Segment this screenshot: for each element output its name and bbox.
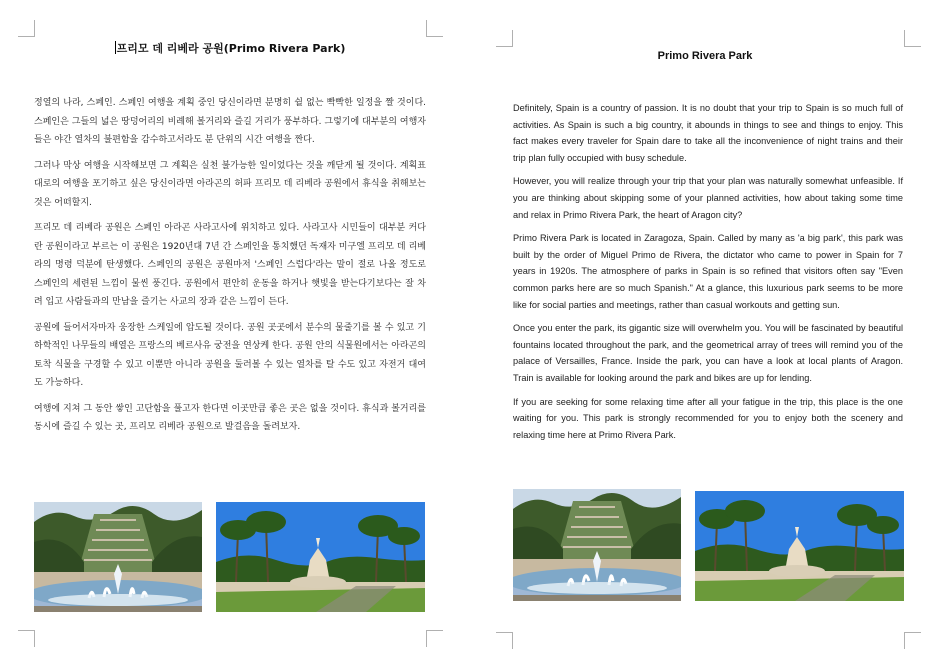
- crop-mark: [426, 20, 443, 37]
- paragraph[interactable]: 정열의 나라, 스페인. 스페인 여행을 계획 중인 당신이라면 분명히 쉴 없는 빡빡한 일정을 짤 것이다. 스페인은 그들의 넓은 땅덩어리의 비례해 볼거리와 즐길 거리가 풍부하다. 그렇기에 대부분의 여행자들은 야간 열차의 불편함을 감수하고서라도 분 단위의 시간 여행을 짠다.: [34, 98, 426, 145]
- document-body[interactable]: [513, 100, 903, 450]
- crop-mark: [18, 630, 35, 647]
- text-cursor: [115, 41, 116, 54]
- paragraph[interactable]: 프리모 데 리베라 공원은 스페인 아라곤 사라고사에 위치하고 있다. 사라고사 시민들이 대부분 커다란 공원이라고 부르는 이 공원은 1920년대 7년 간 스페인을 통치했던 독재자 미구엘 프리모 데 리베라의 명령 덕분에 탄생했다. 스페인의 공원은 공원마저 '스페인 스럽다'라는 말이 절로 나올 정도로 스페인의 세련된 느낌이 물씬 풍긴다. 공원에서 편안히 운동을 하거나 햇빛을 받는다기보다는 잘 차려 입고 사람들과의 만남을 즐기는 사교의 장과 같은 느낌이 든다.: [34, 223, 426, 307]
- fountain-gardens-photo[interactable]: [513, 489, 681, 601]
- document-body[interactable]: [34, 94, 426, 444]
- page-title[interactable]: [0, 40, 460, 56]
- crop-mark: [496, 632, 513, 649]
- paragraph[interactable]: 여행에 지쳐 그 동안 쌓인 고단함을 풀고자 한다면 이곳만큼 좋은 곳은 없을 것이다. 휴식과 볼거리를 동시에 즐길 수 있는 곳, 프리모 리베라 공원으로 발걸음을 돌려보자.: [34, 403, 426, 432]
- paragraph[interactable]: 그러나 막상 여행을 시작해보면 그 계획은 실천 불가능한 일이었다는 것을 깨닫게 될 것이다. 계획표 대로의 여행을 포기하고 싶은 당신이라면 아라곤의 허파 프리모 데 리베라 공원에서 휴식을 취해보는 것은 어떠할지.: [34, 160, 426, 208]
- paragraph[interactable]: Once you enter the park, its gigantic size will overwhelm you. You will be fascinated by beautiful fountains located throughout the park, and the geometrical array of trees will remind you of the palace of Versailles, France. Inside the park, you can have a look at local plants of Aragon. Train is available for looking around the park and bikes are up for lending.: [513, 323, 903, 383]
- document-page-english: [470, 0, 940, 649]
- crop-mark: [426, 630, 443, 647]
- paragraph[interactable]: 공원에 들어서자마자 웅장한 스케일에 압도될 것이다. 공원 곳곳에서 분수의 물줄기를 볼 수 있고 기하학적인 나무들의 배열은 프랑스의 베르사유 궁전을 연상케 한다. 공원 안의 식물원에서는 아라곤의 토착 식물을 구경할 수 있고 이뿐만 아니라 공원을 둘러볼 수 있는 열차를 탈 수도 있고 자전거 대여도 가능하다.: [34, 322, 426, 388]
- crop-mark: [18, 20, 35, 37]
- crop-mark: [496, 30, 513, 47]
- paragraph[interactable]: Definitely, Spain is a country of passion. It is no doubt that your trip to Spain is so much full of activities. As Spain is such a big country, it abounds in things to see and things to enjoy. This fact makes every traveler for Spain dare to take all the inconvenience of night trains and their trip plan fully occupied with busy schedule.: [513, 103, 903, 163]
- paragraph[interactable]: However, you will realize through your trip that your plan was naturally somewhat unfeasible. If you are thinking about skipping some of your planned activities, how about taking some time and relax in Primo Rivera Park, the heart of Aragon city?: [513, 176, 903, 220]
- page-title-text: 프리모 데 리베라 공원(Primo Rivera Park): [116, 42, 346, 55]
- palm-fountain-photo[interactable]: [216, 502, 425, 612]
- paragraph[interactable]: Primo Rivera Park is located in Zaragoza, Spain. Called by many as 'a big park', this park was built by the order of Miguel Primo de Rivera, the dictator who came to power in Spain for 7 years in 1920s. The atmosphere of parks in Spain is so refined that visitors often say "Even common parks here are so much Spanish." At a glance, this luxurious park seems to be more like for social parties and meetings, rather than casual workouts and getting sun.: [513, 233, 903, 310]
- paragraph[interactable]: If you are seeking for some relaxing time after all your fatigue in the trip, this place is the one waiting for you. This park is strongly recommended for you to enjoy both the scenery and relaxing time here at Primo Rivera Park.: [513, 396, 903, 440]
- crop-mark: [904, 30, 921, 47]
- palm-fountain-photo[interactable]: [695, 491, 904, 601]
- page-title[interactable]: Primo Rivera Park: [657, 50, 753, 62]
- fountain-gardens-photo[interactable]: [34, 502, 202, 612]
- crop-mark: [904, 632, 921, 649]
